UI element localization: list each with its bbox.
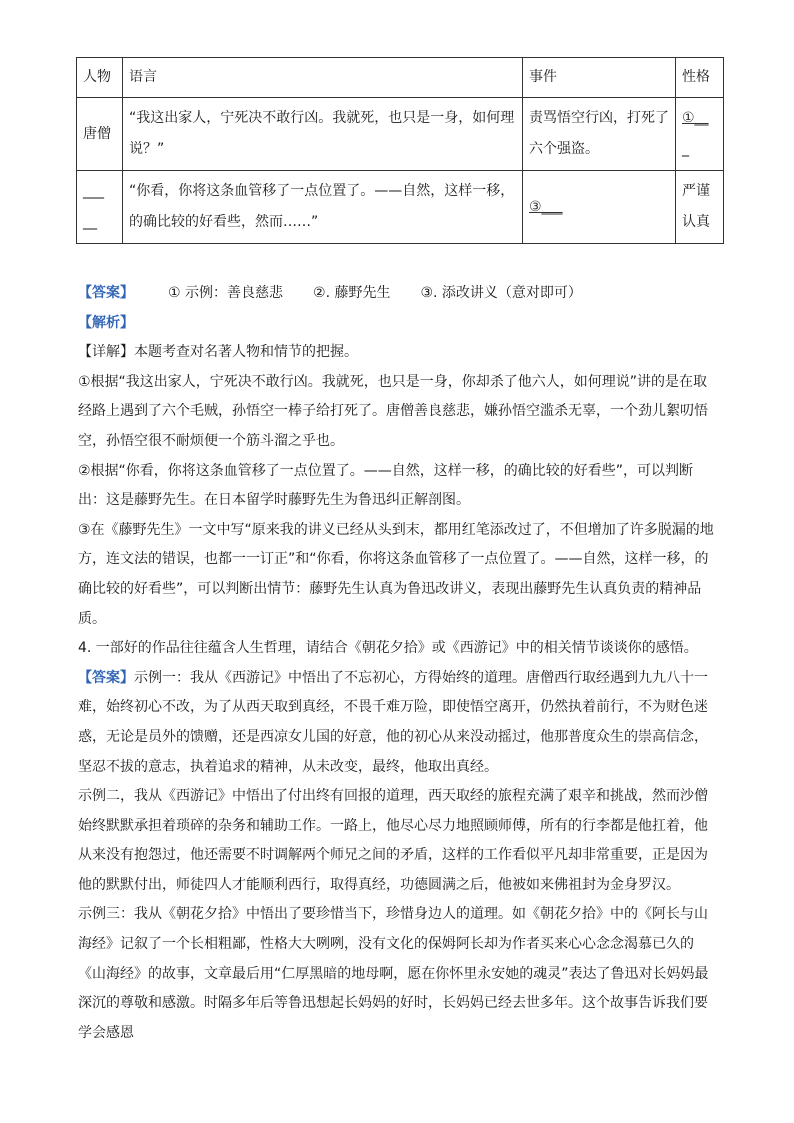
- blank-3: ③___: [529, 198, 563, 215]
- detail-tag: 【详解】: [78, 344, 134, 361]
- q4-example-1-text: 示例一：我从《西游记》中悟出了不忘初心，方得始终的道理。唐僧西行取经遇到九九八十一难，始终初心不改，为了从西天取到真经，不畏千难万险，即使悟空离开，仍然执着前行，不为财色迷惑，无论是员外的馈赠，还是西凉女儿国的好意，他的初心从来没动摇过，他那普度众生的崇高信念，坚忍不拔的意志，执着追求的精神，从未改变，最终，他取出真经。: [78, 669, 708, 775]
- cell-person: [77, 171, 123, 244]
- analysis-tag: 【解析】: [78, 314, 134, 331]
- cell-speech: “我这出家人，宁死决不敢行凶。我就死，也只是一身，如何理说？”: [123, 98, 523, 171]
- detail-intro-text: 本题考查对名著人物和情节的把握。: [134, 344, 358, 361]
- cell-trait: 严谨认真: [676, 171, 724, 244]
- q4-example-1: [78, 664, 718, 782]
- question-4: 4. 一部好的作品往往蕴含人生哲理，请结合《朝花夕拾》或《西游记》中的相关情节谈谈你的感悟。: [78, 640, 698, 657]
- q4-example-2: 示例二，我从《西游记》中悟出了付出终有回报的道理，西天取经的旅程充满了艰辛和挑战，然而沙僧始终默默承担着琐碎的杂务和辅助工作。一路上，他尽心尽力地照顾师傅，所有的行李都是他扛着，他从来没有抱怨过，他还需要不时调解两个师兄之间的矛盾，这样的工作看似平凡却非常重要，正是因为他的默默付出，师徒四人才能顺利西行，取得真经，功德圆满之后，他被如来佛祖封为金身罗汉。: [78, 788, 708, 893]
- table-row: [77, 98, 724, 171]
- detail-paragraph-3: ③在《藤野先生》一文中写“原来我的讲义已经从头到末，都用红笔添改过了，不但增加了许多脱漏的地方，连文法的错误，也都一一订正”和“你看，你将这条血管移了一点位置了。——自然，这样一移，的确比较的好看些”，可以判断出情节：藤野先生认真为鲁迅改讲义，表现出藤野先生认真负责的精神品质。: [78, 521, 714, 627]
- blank-2-cont: __: [83, 214, 97, 230]
- detail-intro: [78, 338, 718, 368]
- answer-1: ① 示例：善良慈悲: [168, 285, 284, 301]
- detail-paragraph-2: ②根据“你看，你将这条血管移了一点位置了。——自然，这样一移，的确比较的好看些”，可以判断出：这是藤野先生。在日本留学时藤野先生为鲁迅纠正解剖图。: [78, 462, 694, 509]
- blank-1-cont: _: [682, 141, 689, 157]
- blank-1: ①__: [682, 110, 709, 126]
- header-trait: 性格: [676, 58, 724, 98]
- answer-3: ③. 添改讲义（意对即可）: [420, 285, 582, 301]
- answer-2: ②. 藤野先生: [313, 285, 391, 301]
- header-event: 事件: [523, 58, 676, 98]
- q4-answer-tag: 【答案】: [78, 669, 134, 686]
- blank-2: ___: [83, 183, 104, 199]
- answer-line: [78, 279, 718, 309]
- analysis-tag-line: [78, 309, 718, 339]
- table-row: [77, 171, 724, 244]
- table-header-row: [77, 58, 724, 98]
- q4-example-3: 示例三：我从《朝花夕拾》中悟出了要珍惜当下，珍惜身边人的道理。如《朝花夕拾》中的《阿长与山海经》记叙了一个长相粗鄙，性格大大咧咧，没有文化的保姆阿长却为作者买来心心念念渴慕已久的《山海经》的故事，文章最后用“仁厚黑暗的地母啊，愿在你怀里永安她的魂灵”表达了鲁迅对长妈妈最深沉的尊敬和感激。时隔多年后等鲁迅想起长妈妈的好时，长妈妈已经去世多年。这个故事告诉我们要学会感恩: [78, 906, 709, 1041]
- cell-event: [523, 171, 676, 244]
- cell-person: 唐僧: [77, 98, 123, 171]
- answer-content: [78, 279, 718, 1048]
- question-table: [76, 57, 724, 244]
- cell-event: 责骂悟空行凶，打死了六个强盗。: [523, 98, 676, 171]
- header-person: 人物: [77, 58, 123, 98]
- header-speech: 语言: [123, 58, 523, 98]
- cell-trait: [676, 98, 724, 171]
- answer-tag: 【答案】: [78, 285, 134, 301]
- cell-speech: “你看，你将这条血管移了一点位置了。——自然，这样一移，的确比较的好看些，然而……”: [123, 171, 523, 244]
- detail-paragraph-1: ①根据“我这出家人，宁死决不敢行凶。我就死，也只是一身，你却杀了他六人，如何理说”讲的是在取经路上遇到了六个毛贼，孙悟空一棒子给打死了。唐僧善良慈悲，嫌孙悟空滥杀无辜，一个劲儿絮叨悟空，孙悟空很不耐烦便一个筋斗溜之乎也。: [78, 373, 708, 449]
